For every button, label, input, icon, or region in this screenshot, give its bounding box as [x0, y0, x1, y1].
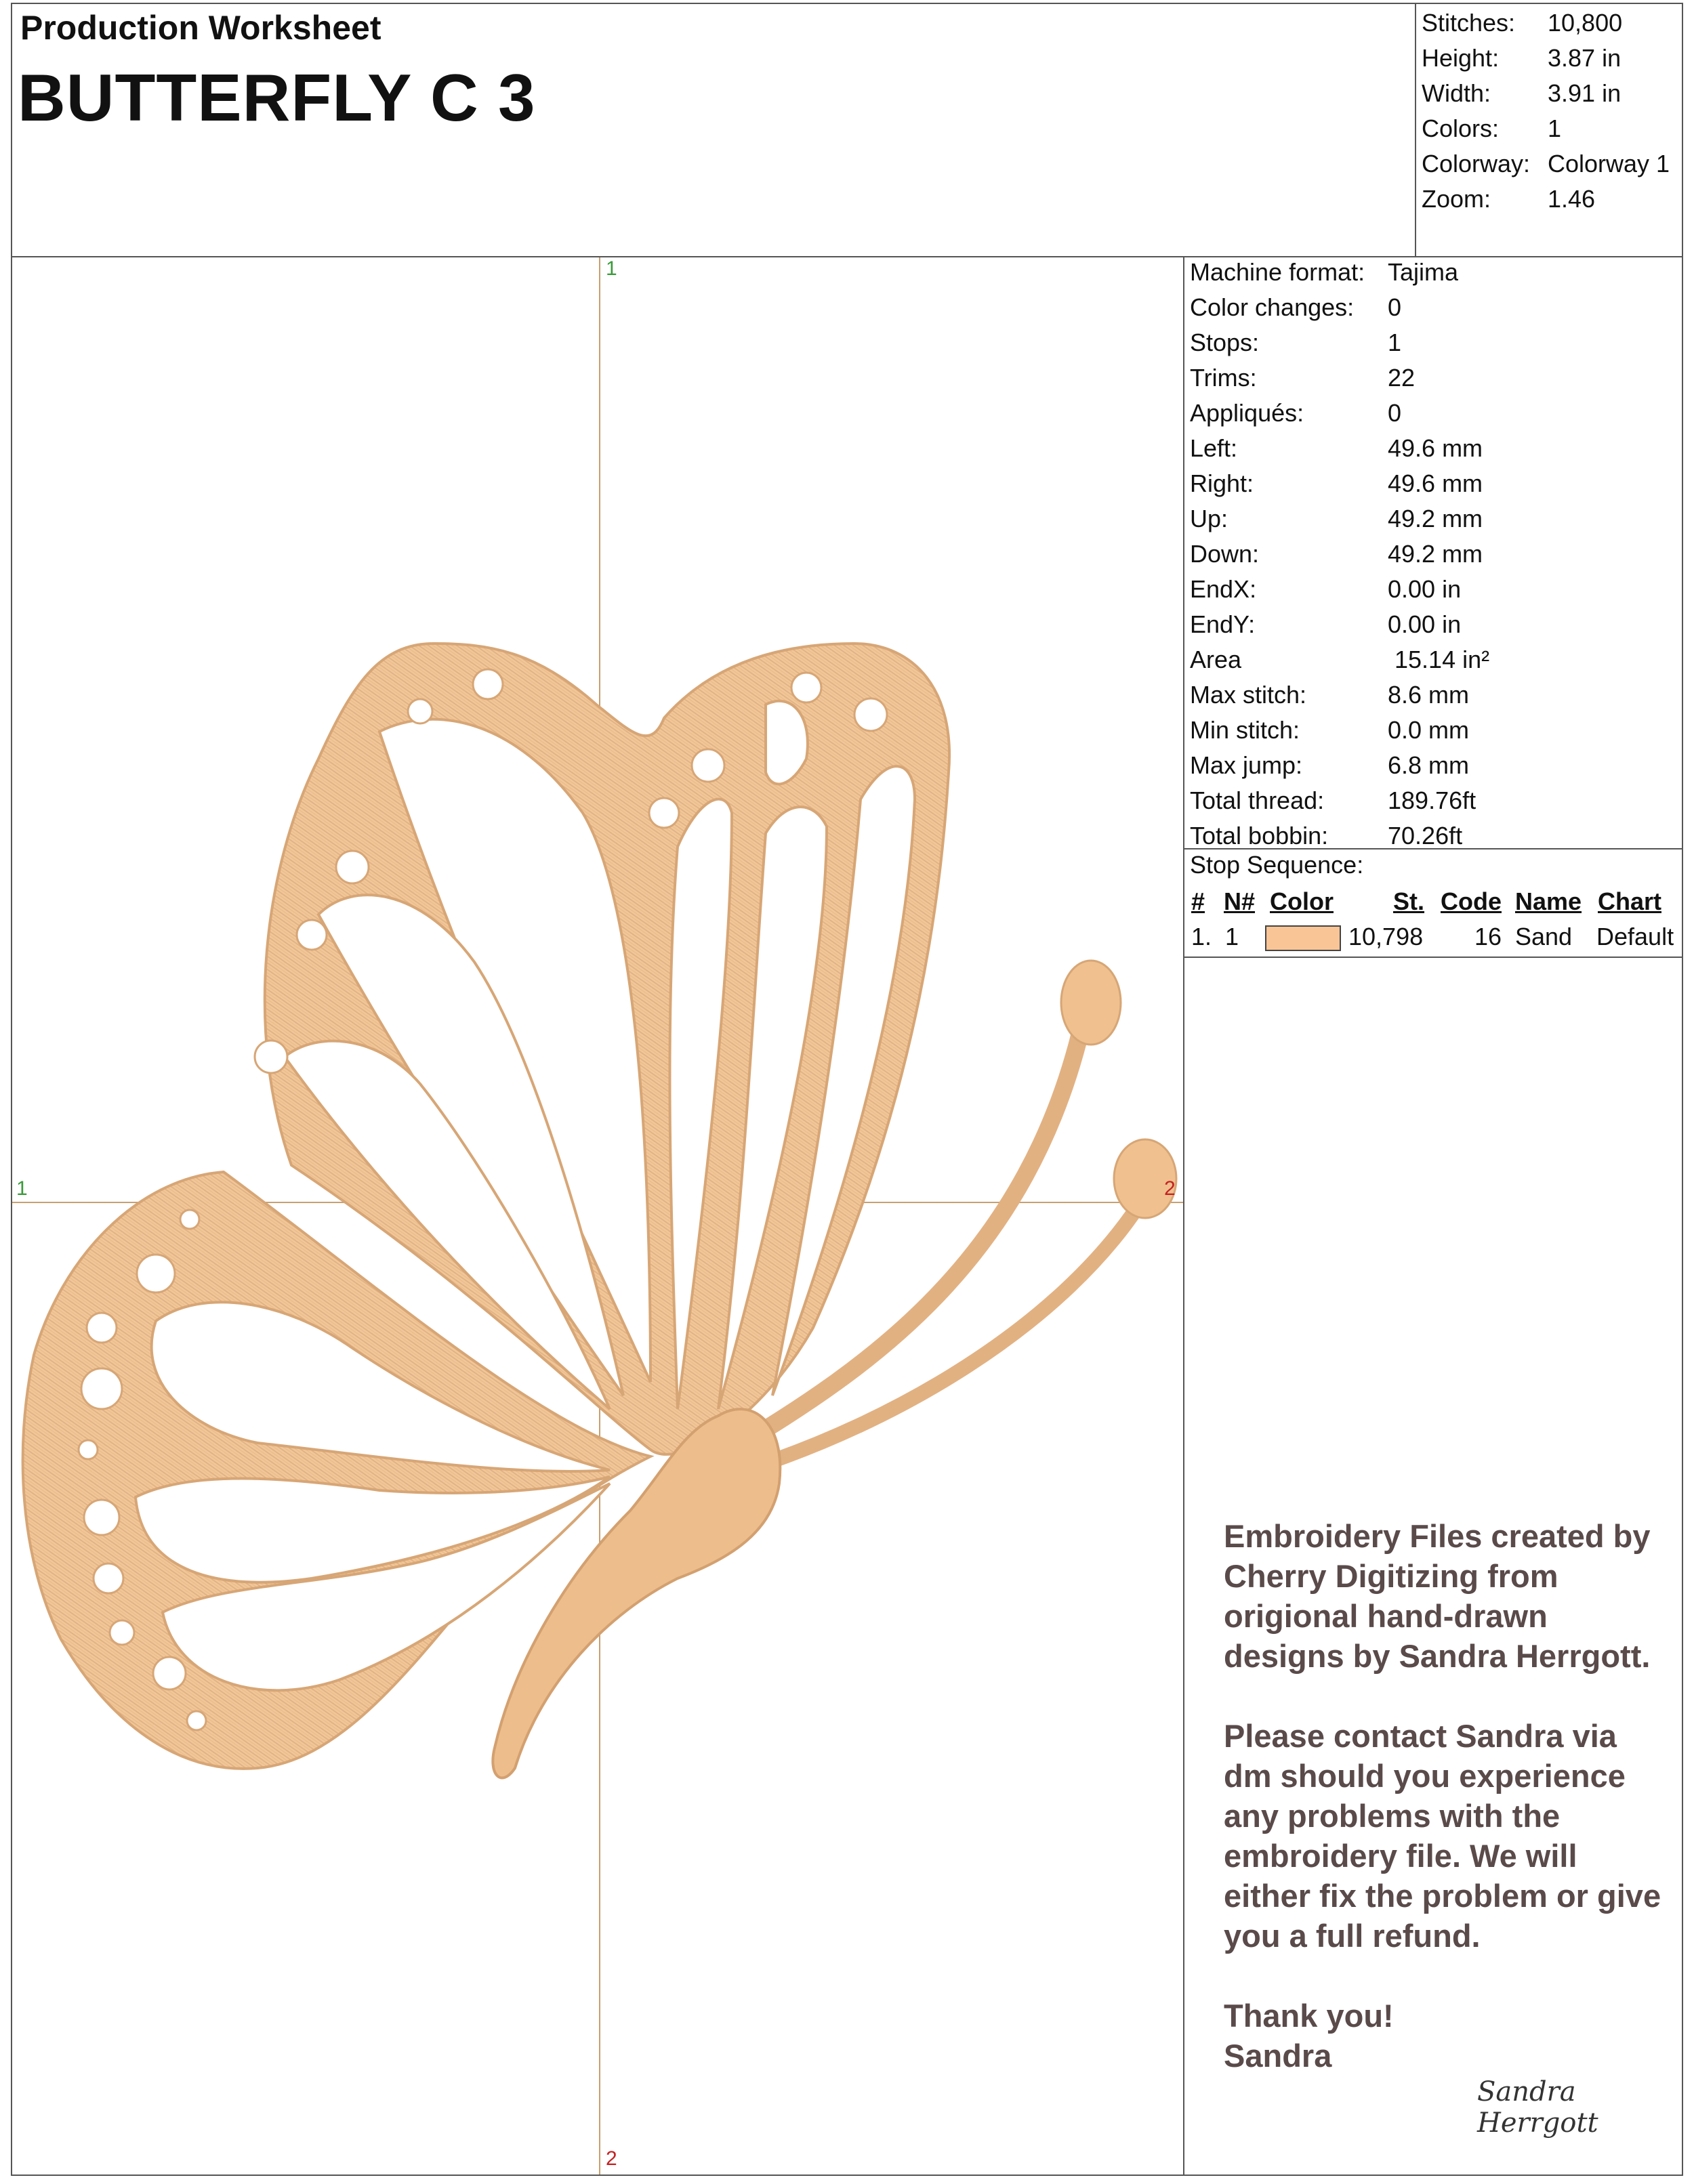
wing-dot — [255, 1041, 287, 1073]
axis-label-right: 2 — [1164, 1177, 1176, 1200]
axis-label-left: 1 — [16, 1177, 28, 1200]
axis-label-bottom: 2 — [606, 2147, 617, 2170]
stats-row: Machine format: Tajima — [1190, 258, 1459, 286]
machine-stats — [1190, 255, 1489, 854]
stats-row: Total thread: 189.76ft — [1190, 786, 1476, 814]
stop-col-name: Name — [1515, 887, 1582, 915]
stop-row-stitches: 10,798 — [1348, 923, 1424, 950]
stop-col-needle: N# — [1224, 887, 1256, 915]
wing-dot — [81, 1368, 122, 1409]
stats-row: Appliqués: 0 — [1190, 399, 1402, 427]
summary-row-width: Width: 3.91 in — [1422, 79, 1621, 107]
wing-dot — [187, 1711, 206, 1730]
stop-row-code: 16 — [1474, 923, 1502, 950]
wing-dot — [137, 1255, 175, 1293]
butterfly-embroidery — [23, 644, 1176, 1778]
wing-dot — [153, 1657, 186, 1689]
stats-row: EndX: 0.00 in — [1190, 575, 1462, 603]
design-name: BUTTERFLY C 3 — [18, 60, 536, 135]
stats-row: EndY: 0.00 in — [1190, 610, 1462, 638]
stop-row-index: 1. — [1191, 923, 1212, 950]
stats-row: Total bobbin: 70.26ft — [1190, 822, 1463, 849]
stats-row: Right: 49.6 mm — [1190, 469, 1483, 497]
wing-dot — [473, 669, 503, 699]
stop-sequence-title: Stop Sequence: — [1190, 851, 1364, 879]
notes-paragraph-credits: Embroidery Files created by Cherry Digitizing from origional hand-drawn designs by Sandra Herrgott. — [1224, 1518, 1651, 1674]
summary-row-zoom: Zoom: 1.46 — [1422, 185, 1596, 213]
stop-col-color: Color — [1270, 887, 1334, 915]
summary-row-colors: Colors: 1 — [1422, 114, 1562, 142]
stats-row: Down: 49.2 mm — [1190, 540, 1483, 568]
axis-label-top: 1 — [606, 257, 617, 280]
stats-row: Color changes: 0 — [1190, 293, 1402, 321]
stats-row: Up: 49.2 mm — [1190, 505, 1483, 532]
antenna-upper-tip — [1061, 961, 1121, 1045]
wing-dot — [692, 749, 724, 782]
stop-col-stitches: St. — [1393, 887, 1425, 915]
stats-row: Max stitch: 8.6 mm — [1190, 681, 1470, 709]
stats-row: Min stitch: 0.0 mm — [1190, 716, 1470, 744]
stop-row-needle: 1 — [1225, 923, 1239, 950]
worksheet-title: Production Worksheet — [20, 9, 381, 47]
stats-row: Max jump: 6.8 mm — [1190, 751, 1470, 779]
summary-row-colorway: Colorway: Colorway 1 — [1422, 150, 1670, 177]
stop-col-chart: Chart — [1598, 887, 1662, 915]
wing-dot — [336, 851, 369, 883]
stats-row: Left: 49.6 mm — [1190, 434, 1483, 462]
stop-col-number: # — [1191, 887, 1205, 915]
wing-dot — [180, 1210, 199, 1229]
wing-dot — [94, 1563, 123, 1593]
summary-row-height: Height: 3.87 in — [1422, 44, 1621, 72]
wing-dot — [84, 1500, 119, 1535]
wing-dot — [297, 920, 327, 950]
notes-paragraph-support: Please contact Sandra via dm should you experience any problems with the embroidery file. We will either fix the problem or give you a full refund. — [1224, 1718, 1661, 1954]
wing-dot — [79, 1440, 98, 1459]
wing-dot — [649, 798, 679, 828]
summary-row-stitches: Stitches: 10,800 — [1422, 9, 1623, 37]
designer-notes — [1224, 1516, 1671, 2116]
design-preview — [12, 257, 1183, 2175]
stop-col-code: Code — [1441, 887, 1502, 915]
stop-row-chart: Default — [1596, 923, 1674, 950]
color-swatch — [1265, 925, 1341, 951]
stats-row: Stops: 1 — [1190, 329, 1402, 356]
wing-dot — [854, 698, 887, 731]
design-summary — [1422, 5, 1670, 217]
stats-row: Trims: 22 — [1190, 364, 1416, 392]
designer-signature: Sandra Herrgott — [1477, 2076, 1598, 2139]
stop-row-name: Sand — [1515, 923, 1573, 950]
notes-paragraph-thanks: Thank you! Sandra — [1224, 1998, 1394, 2074]
wing-dot — [110, 1620, 134, 1645]
wing-dot — [87, 1313, 117, 1343]
wing-dot — [791, 673, 821, 702]
wing-dot — [408, 699, 432, 723]
stats-row: Area 15.14 in² — [1190, 646, 1490, 673]
